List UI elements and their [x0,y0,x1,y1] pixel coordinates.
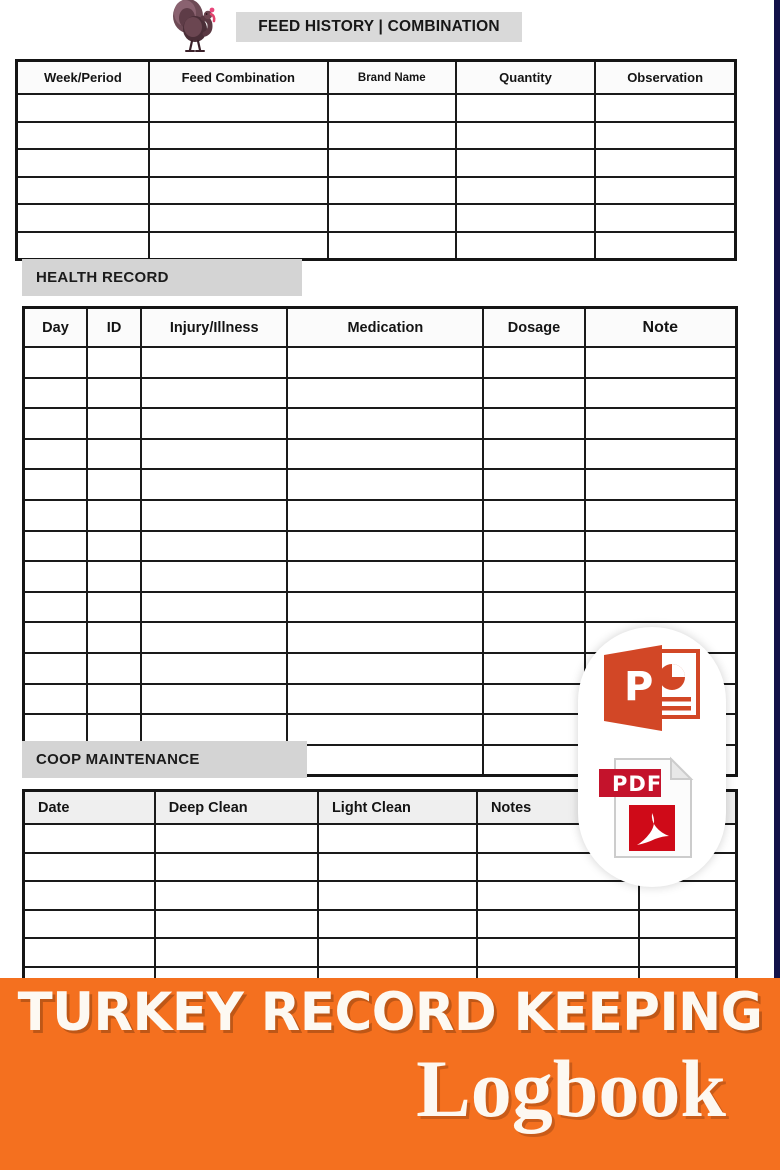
page-right-edge [772,0,780,978]
table-cell-empty[interactable] [87,469,141,500]
table-cell-empty[interactable] [477,910,639,939]
table-cell-empty[interactable] [456,94,595,122]
table-cell-empty[interactable] [149,122,328,150]
table-cell-empty[interactable] [24,853,155,882]
table-cell-empty[interactable] [141,500,287,531]
table-cell-empty[interactable] [24,378,87,409]
table-cell-empty[interactable] [141,378,287,409]
table-cell-empty[interactable] [287,408,483,439]
table-cell-empty[interactable] [483,561,584,592]
table-cell-empty[interactable] [595,122,735,150]
table-cell-empty[interactable] [17,122,149,150]
table-cell-empty[interactable] [318,824,477,853]
svg-text:P: P [624,664,654,710]
table-cell-empty[interactable] [149,204,328,232]
turkey-icon [162,0,228,56]
table-row [24,500,737,531]
health-record-label: HEALTH RECORD [36,269,169,286]
table-cell-empty[interactable] [585,378,737,409]
table-cell-empty[interactable] [483,684,584,715]
table-cell-empty[interactable] [155,938,318,967]
table-cell-empty[interactable] [456,177,595,205]
table-cell-empty[interactable] [483,347,584,378]
table-row [17,232,736,260]
table-cell-empty[interactable] [456,204,595,232]
table-cell-empty[interactable] [17,204,149,232]
feed-history-header [0,0,780,52]
table-row [24,439,737,470]
table-cell-empty[interactable] [483,469,584,500]
table-cell-empty[interactable] [149,94,328,122]
table-cell-empty[interactable] [141,469,287,500]
table-cell-empty[interactable] [595,149,735,177]
table-cell-empty[interactable] [24,469,87,500]
table-cell-empty[interactable] [155,910,318,939]
col-brand-name: Brand Name [328,61,456,95]
table-cell-empty[interactable] [141,653,287,684]
table-cell-empty[interactable] [456,149,595,177]
table-cell-empty[interactable] [87,531,141,562]
table-cell-empty[interactable] [141,408,287,439]
table-cell-empty[interactable] [149,177,328,205]
table-cell-empty[interactable] [483,592,584,623]
table-cell-empty[interactable] [287,561,483,592]
powerpoint-file-icon [600,643,704,735]
table-cell-empty[interactable] [585,531,737,562]
table-cell-empty[interactable] [585,500,737,531]
table-row [24,592,737,623]
table-cell-empty[interactable] [17,94,149,122]
table-cell-empty[interactable] [24,592,87,623]
table-cell-empty[interactable] [24,347,87,378]
table-cell-empty[interactable] [24,824,155,853]
table-row [17,122,736,150]
table-cell-empty[interactable] [483,714,584,745]
table-cell-empty[interactable] [287,592,483,623]
table-row [24,531,737,562]
table-cell-empty[interactable] [287,378,483,409]
table-cell-empty[interactable] [87,622,141,653]
table-row [17,177,736,205]
table-cell-empty[interactable] [483,378,584,409]
col-dosage: Dosage [483,308,584,348]
pdf-file-icon [597,753,703,863]
table-cell-empty[interactable] [141,592,287,623]
feed-history-title: FEED HISTORY | COMBINATION [258,18,500,35]
table-cell-empty[interactable] [287,622,483,653]
table-cell-empty[interactable] [456,122,595,150]
table-row [17,94,736,122]
col-deep-clean: Deep Clean [155,791,318,825]
table-cell-empty[interactable] [24,684,87,715]
table-cell-empty[interactable] [585,439,737,470]
table-cell-empty[interactable] [595,177,735,205]
table-cell-empty[interactable] [585,469,737,500]
table-cell-empty[interactable] [24,561,87,592]
table-cell-empty[interactable] [595,94,735,122]
table-row [24,910,737,939]
table-cell-empty[interactable] [24,910,155,939]
table-cell-empty[interactable] [141,684,287,715]
table-cell-empty[interactable] [24,881,155,910]
table-cell-empty[interactable] [595,204,735,232]
table-cell-empty[interactable] [328,149,456,177]
table-cell-empty[interactable] [328,122,456,150]
table-cell-empty[interactable] [328,177,456,205]
table-cell-empty[interactable] [287,439,483,470]
table-cell-empty[interactable] [585,561,737,592]
table-cell-empty[interactable] [24,938,155,967]
banner-title-line2: Logbook [416,1043,726,1134]
table-cell-empty[interactable] [149,232,328,260]
table-cell-empty[interactable] [639,938,737,967]
table-cell-empty[interactable] [87,684,141,715]
table-cell-empty[interactable] [87,347,141,378]
col-light-clean: Light Clean [318,791,477,825]
table-row [17,204,736,232]
table-cell-empty[interactable] [87,561,141,592]
table-row [24,378,737,409]
table-cell-empty[interactable] [287,714,483,745]
table-cell-empty[interactable] [287,684,483,715]
table-cell-empty[interactable] [585,347,737,378]
table-cell-empty[interactable] [483,500,584,531]
table-cell-empty[interactable] [483,622,584,653]
table-row [17,149,736,177]
table-cell-empty[interactable] [287,469,483,500]
coop-maintenance-label: COOP MAINTENANCE [36,751,200,768]
table-cell-empty[interactable] [87,592,141,623]
table-cell-empty[interactable] [141,531,287,562]
table-cell-empty[interactable] [477,938,639,967]
table-cell-empty[interactable] [24,531,87,562]
table-cell-empty[interactable] [155,824,318,853]
col-day: Day [24,308,87,348]
svg-text:PDF: PDF [612,772,663,796]
table-row [24,408,737,439]
col-week-period: Week/Period [17,61,149,95]
table-cell-empty[interactable] [141,622,287,653]
table-cell-empty[interactable] [639,910,737,939]
table-cell-empty[interactable] [87,439,141,470]
table-cell-empty[interactable] [585,592,737,623]
table-cell-empty[interactable] [87,378,141,409]
table-cell-empty[interactable] [17,232,149,260]
col-quantity: Quantity [456,61,595,95]
table-cell-empty[interactable] [17,149,149,177]
table-cell-empty[interactable] [24,439,87,470]
col-observation: Observation [595,61,735,95]
table-cell-empty[interactable] [318,910,477,939]
table-row [24,561,737,592]
col-notes: Notes [477,791,639,825]
table-cell-empty[interactable] [87,500,141,531]
table-cell-empty[interactable] [318,938,477,967]
table-cell-empty[interactable] [87,408,141,439]
table-row [24,938,737,967]
table-cell-empty[interactable] [483,408,584,439]
table-cell-empty[interactable] [483,531,584,562]
col-note: Note [585,308,737,348]
table-cell-empty[interactable] [24,500,87,531]
table-cell-empty[interactable] [287,500,483,531]
table-cell-empty[interactable] [585,408,737,439]
table-cell-empty[interactable] [155,881,318,910]
table-cell-empty[interactable] [287,745,483,776]
table-cell-empty[interactable] [477,881,639,910]
table-cell-empty[interactable] [141,561,287,592]
col-injury-illness: Injury/Illness [141,308,287,348]
col-date: Date [24,791,155,825]
table-cell-empty[interactable] [483,653,584,684]
table-cell-empty[interactable] [155,853,318,882]
table-cell-empty[interactable] [87,653,141,684]
table-cell-empty[interactable] [328,232,456,260]
table-cell-empty[interactable] [17,177,149,205]
table-cell-empty[interactable] [595,232,735,260]
table-row [24,469,737,500]
col-id: ID [87,308,141,348]
health-record-section-chip [22,259,302,296]
table-cell-empty[interactable] [24,653,87,684]
table-cell-empty[interactable] [24,622,87,653]
table-cell-empty[interactable] [483,745,584,776]
table-cell-empty[interactable] [149,149,328,177]
table-cell-empty[interactable] [328,94,456,122]
table-row [24,881,737,910]
table-cell-empty[interactable] [141,347,287,378]
table-header-row [17,61,736,95]
table-cell-empty[interactable] [287,347,483,378]
table-cell-empty[interactable] [318,853,477,882]
feed-history-table [15,59,737,261]
banner-title-line1: TURKEY RECORD KEEPING [17,982,763,1043]
col-feed-combination: Feed Combination [149,61,328,95]
table-cell-empty[interactable] [328,204,456,232]
table-cell-empty[interactable] [287,653,483,684]
table-row [24,347,737,378]
table-cell-empty[interactable] [24,408,87,439]
bottom-title-banner [0,978,780,1170]
feed-history-title-chip [236,12,522,42]
col-medication: Medication [287,308,483,348]
table-cell-empty[interactable] [483,439,584,470]
coop-maintenance-section-chip [22,741,307,778]
table-header-row [24,308,737,348]
table-cell-empty[interactable] [287,531,483,562]
table-cell-empty[interactable] [318,881,477,910]
table-cell-empty[interactable] [456,232,595,260]
table-cell-empty[interactable] [141,439,287,470]
